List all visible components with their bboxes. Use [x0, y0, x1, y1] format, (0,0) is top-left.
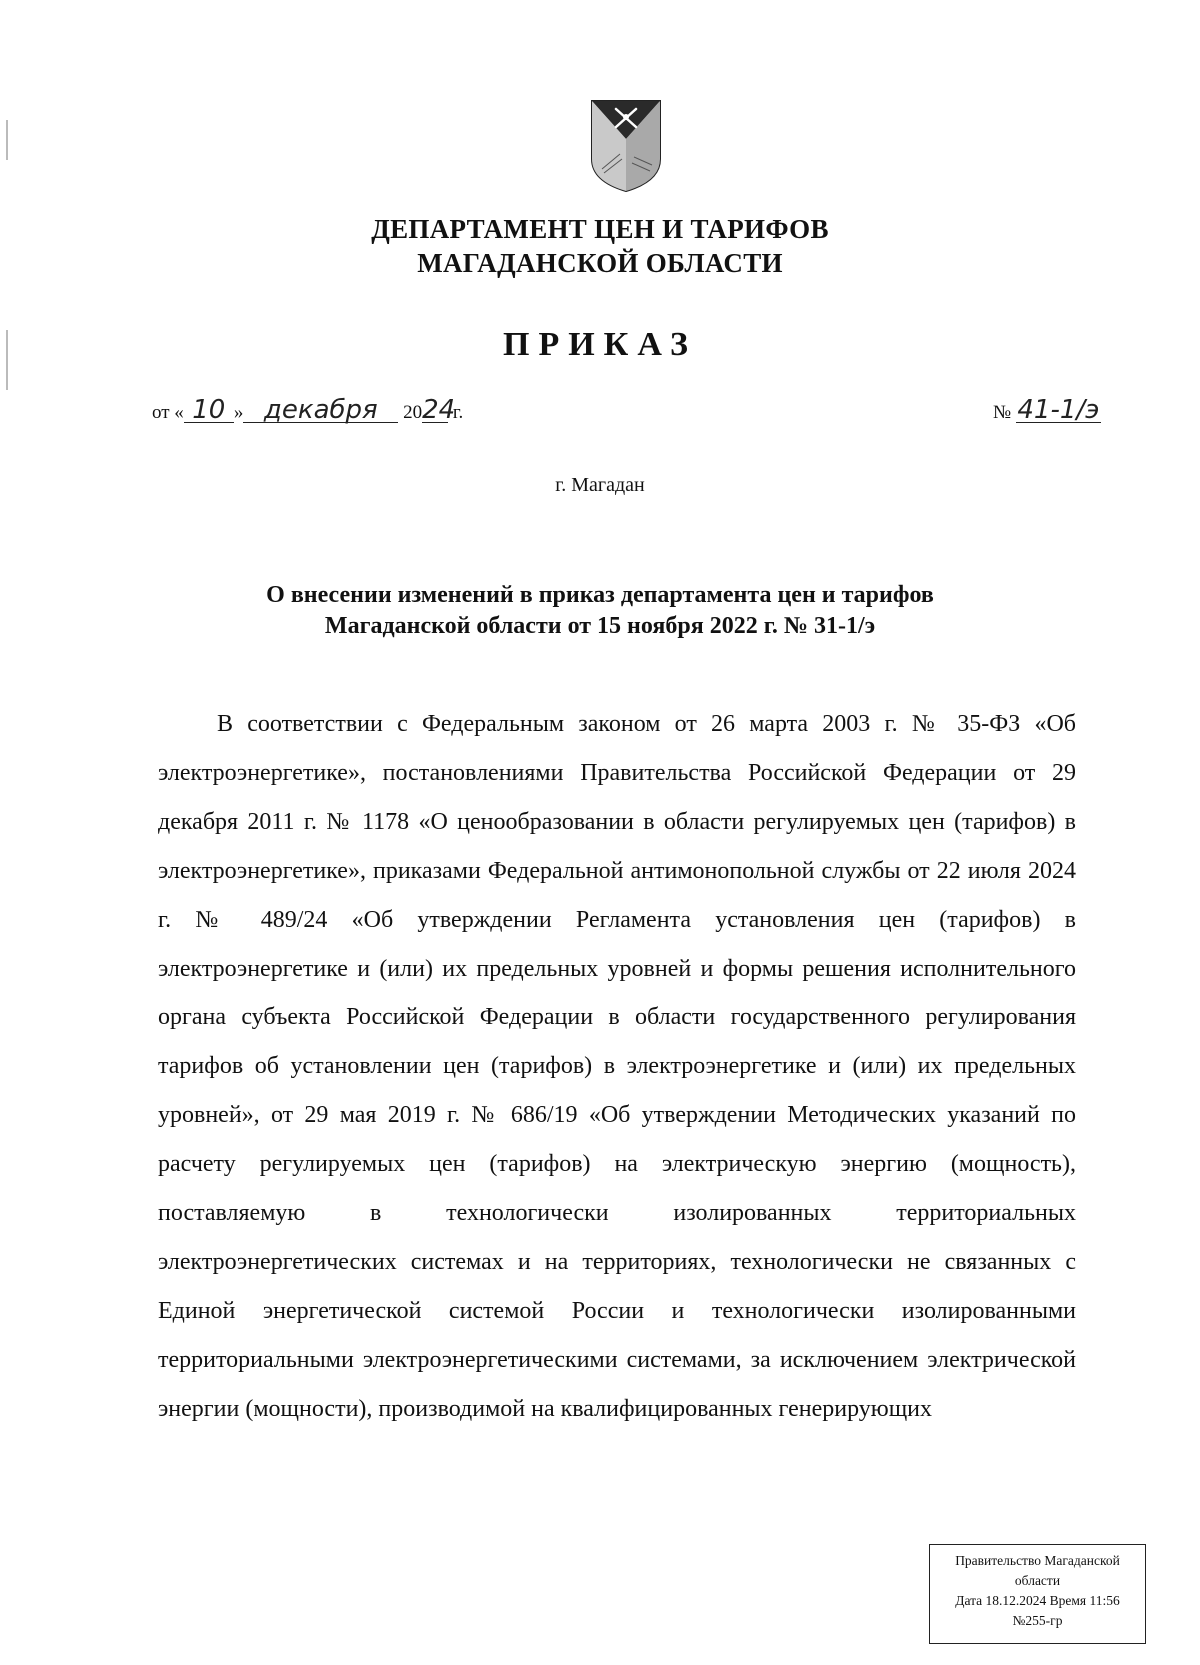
subject-line-2: Магаданской области от 15 ноября 2022 г. № 31-1/э — [324, 613, 876, 639]
department-line-1: ДЕПАРТАМЕНТ ЦЕН И ТАРИФОВ — [371, 214, 829, 244]
stamp-line-3: Дата 18.12.2024 Время 11:56 — [955, 1593, 1120, 1608]
date-year-handwritten: 24 — [422, 395, 456, 425]
date-year-prefix: 20 — [403, 402, 423, 423]
department-line-2: МАГАДАНСКОЙ ОБЛАСТИ — [417, 248, 783, 278]
stamp-line-2: области — [1014, 1573, 1061, 1588]
document-type-title: ПРИКАЗ — [503, 326, 697, 363]
subject-line-1: О внесении изменений в приказ департамента цен и тарифов — [266, 582, 934, 608]
body-paragraph: В соответствии с Федеральным законом от 26 марта 2003 г. № 35-ФЗ «Об электроэнергетике», постановлениями Правительства Российской Федерации от 29 декабря 2011 г. № 1178 «О ценообразовании в области регулируемых цен (тарифов) в электроэнергетике», приказами Федеральной антимонопольной службы от 22 июля 2024 г. № 489/24 «Об утверждении Регламента установления цен (тарифов) в электроэнергетике и (или) их предельных уровней и формы решения исполнительного органа субъекта Российской Федерации в области государственного регулирования тарифов об установлении цен (тарифов) в электроэнергетике и (или) их предельных уровней», от 29 мая 2019 г. № 686/19 «Об утверждении Методических указаний по расчету регулируемых цен (тарифов) на электрическую энергию (мощность), поставляемую в технологически изолированных территориальных электроэнергетических системах и на территориях, технологически не связанных с Единой энергетической системой России и технологически изолированными территориальными электроэнергетическими системами, за исключением электрической энергии (мощности), производимой на квалифицированных генерирующих — [158, 711, 1076, 1422]
department-name — [0, 212, 1200, 280]
registration-stamp — [929, 1544, 1146, 1644]
date-day-handwritten: 10 — [184, 398, 234, 423]
stamp-line-4: №255-гр — [1012, 1613, 1063, 1628]
scan-edge-mark — [6, 330, 8, 390]
date-mid: » — [233, 402, 244, 423]
number-handwritten: 41-1/э — [1017, 395, 1100, 425]
order-number — [993, 395, 1101, 425]
date-suffix: г. — [452, 402, 464, 423]
order-date — [152, 395, 464, 425]
coat-of-arms-icon — [590, 99, 662, 193]
date-prefix: от « — [152, 402, 184, 423]
date-month-handwritten: декабря — [243, 398, 398, 423]
order-subject — [0, 580, 1200, 642]
stamp-line-1: Правительство Магаданской — [955, 1553, 1120, 1568]
number-prefix: № — [993, 402, 1012, 423]
city-name: г. Магадан — [555, 474, 645, 496]
scan-edge-mark — [6, 120, 8, 160]
